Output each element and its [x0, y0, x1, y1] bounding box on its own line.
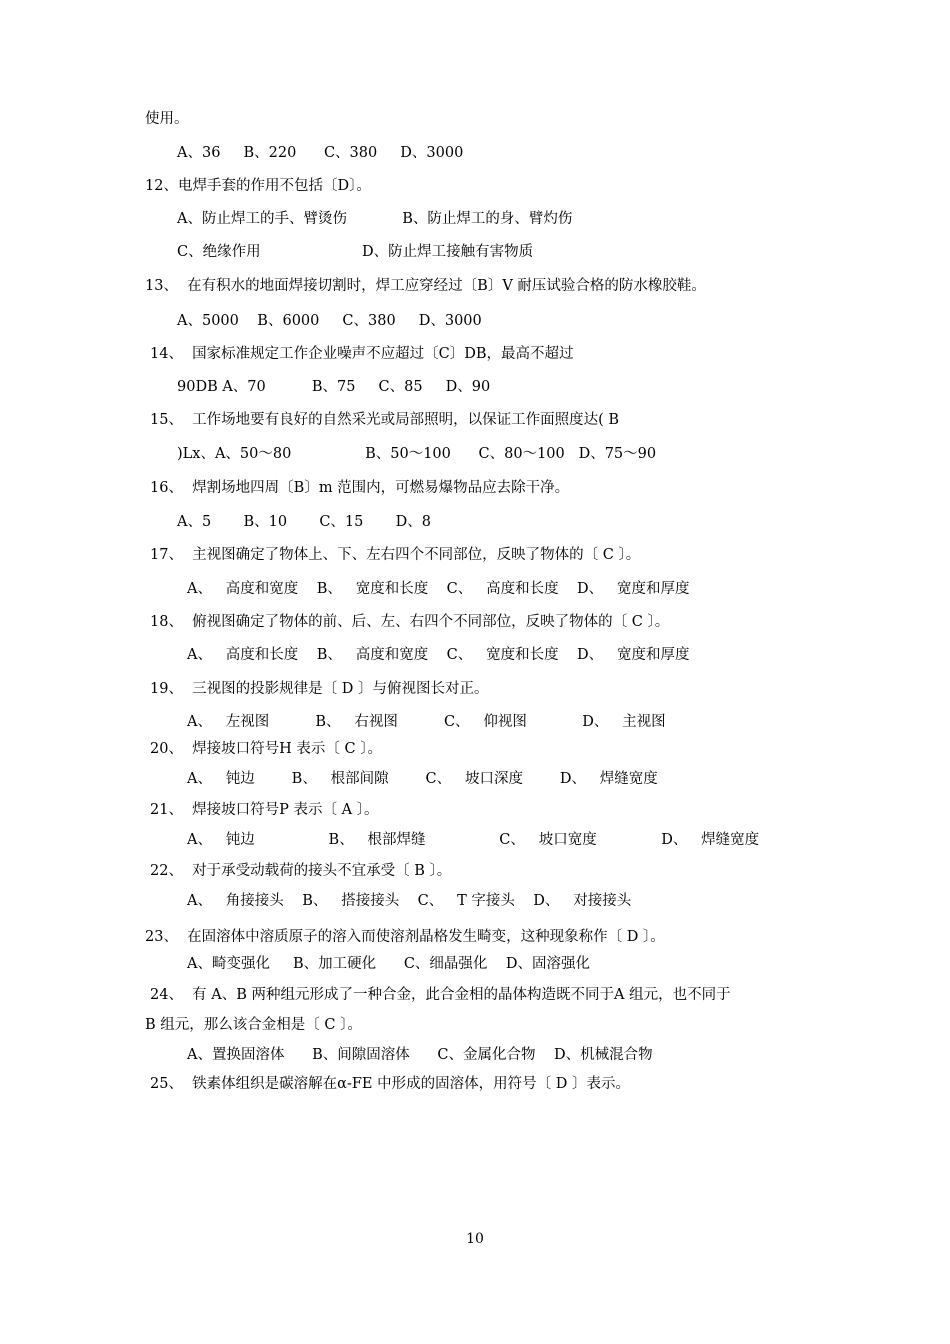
page-number: 10 [466, 1231, 484, 1247]
text-line: A、5000 B、6000 C、380 D、3000 [177, 313, 482, 329]
text-line: A、防止焊工的手、臂烫伤 B、防止焊工的身、臂灼伤 [177, 211, 573, 227]
text-line: A、置换固溶体 B、间隙固溶体 C、金属化合物 D、机械混合物 [187, 1047, 653, 1063]
text-line: A、 高度和宽度 B、 宽度和长度 C、 高度和长度 D、 宽度和厚度 [187, 581, 690, 597]
text-line: C、绝缘作用 D、防止焊工接触有害物质 [177, 244, 534, 260]
text-line: A、5 B、10 C、15 D、8 [177, 514, 431, 530]
text-line: A、36 B、220 C、380 D、3000 [177, 145, 464, 161]
text-line: )Lx、A、50～80 B、50～100 C、80～100 D、75～90 [177, 446, 657, 462]
text-line: 19、 三视图的投影规律是〔 D 〕与俯视图长对正。 [150, 681, 489, 697]
text-line: 21、 焊接坡口符号P 表示〔 A 〕。 [150, 802, 379, 818]
text-line: 17、 主视图确定了物体上、下、左右四个不同部位，反映了物体的〔 C 〕。 [150, 547, 641, 563]
text-line: A、 高度和长度 B、 高度和宽度 C、 宽度和长度 D、 宽度和厚度 [187, 647, 690, 663]
text-line: 15、 工作场地要有良好的自然采光或局部照明，以保证工作面照度达( B [150, 412, 620, 428]
text-line: 14、 国家标准规定工作企业噪声不应超过〔C〕DB，最高不超过 [150, 346, 574, 362]
text-line: B 组元，那么该合金相是〔 C 〕。 [145, 1017, 362, 1033]
text-line: 90DB A、70 B、75 C、85 D、90 [177, 379, 491, 395]
text-line: 使用。 [145, 111, 189, 127]
text-line: 20、 焊接坡口符号H 表示〔 C 〕。 [150, 741, 382, 757]
text-line: 25、 铁素体组织是碳溶解在α-FE 中形成的固溶体，用符号〔 D 〕表示。 [150, 1076, 630, 1092]
text-line: A、 钝边 B、 根部间隙 C、 坡口深度 D、 焊缝宽度 [187, 771, 658, 787]
text-line: A、畸变强化 B、加工硬化 C、细晶强化 D、固溶强化 [187, 956, 590, 972]
text-line: 18、 俯视图确定了物体的前、后、左、右四个不同部位，反映了物体的〔 C 〕。 [150, 614, 670, 630]
text-line: A、 左视图 B、 右视图 C、 仰视图 D、 主视图 [187, 714, 666, 730]
text-line: 12、电焊手套的作用不包括〔D〕。 [145, 178, 371, 194]
text-line: 13、 在有积水的地面焊接切割时，焊工应穿经过〔B〕V 耐压试验合格的防水橡胶鞋。 [145, 278, 706, 294]
text-line: A、 钝边 B、 根部焊缝 C、 坡口宽度 D、 焊缝宽度 [187, 832, 760, 848]
text-line: 16、 焊割场地四周〔B〕m 范围内，可燃易爆物品应去除干净。 [150, 480, 570, 496]
text-line: 23、 在固溶体中溶质原子的溶入而使溶剂晶格发生畸变，这种现象称作〔 D 〕。 [145, 929, 665, 945]
text-line: A、 角接接头 B、 搭接接头 C、 T 字接头 D、 对接接头 [187, 893, 632, 909]
text-line: 24、 有 A、B 两种组元形成了一种合金，此合金相的晶体构造既不同于A 组元，也不同于 [150, 987, 731, 1003]
text-line: 22、 对于承受动载荷的接头不宜承受〔 B 〕。 [150, 863, 452, 879]
